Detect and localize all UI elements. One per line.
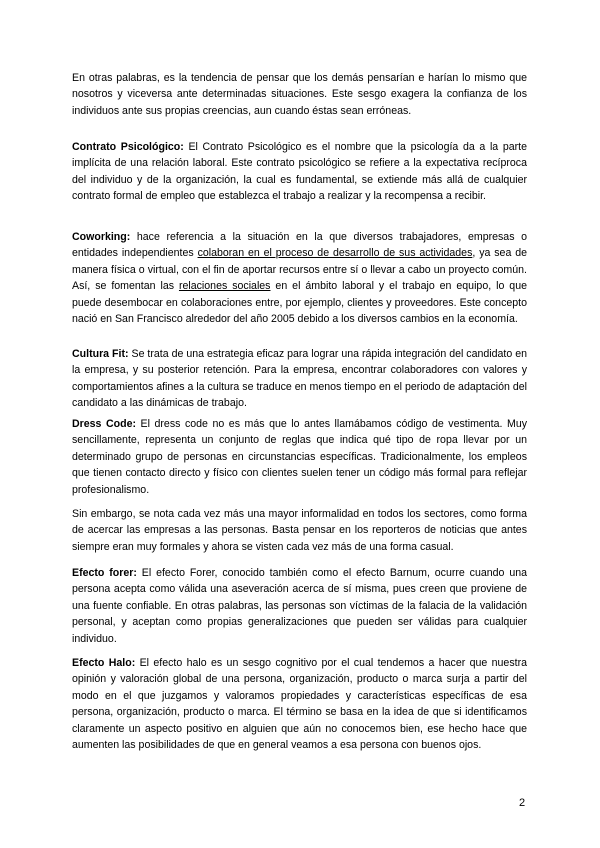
link-colaboran[interactable]: colaboran en el proceso de desarrollo de sus actividades (197, 247, 473, 260)
term-cultura-fit: Cultura Fit: (72, 348, 129, 360)
paragraph-dress-code: Dress Code: El dress code no es más que lo antes llamábamos código de vestimenta. Muy sencillamente, representa un conjunto de reglas que indica qué tipo de ropa llevar por un determinado grupo de personas en circunstancias específicas. Tradicionalmente, los empleos que tienen contacto directo y físico con clientes suelen tener un código más formal para reflejar profesionalismo. (72, 418, 528, 496)
page-number: 2 (519, 797, 526, 809)
link-relaciones-sociales[interactable]: relaciones sociales (178, 280, 271, 293)
term-dress-code: Dress Code: (72, 418, 137, 430)
paragraph-efecto-forer: Efecto forer: El efecto Forer, conocido también como el efecto Barnum, ocurre cuando una persona acepta como válida una aseveración acerca de sí misma, pues creen que proviene de una fuente confiable. En otras palabras, las personas son víctimas de la falacia de la validación personal, y aceptan como propias generalizaciones que pueden ser válidas para cualquier individuo. (72, 567, 527, 645)
paragraph-efecto-halo: Efecto Halo: El efecto halo es un sesgo cognitivo por el cual tendemos a hacer que nuestra opinión y valoración global de una persona, organización, producto o marca surja a partir del modo en el que juzgamos y valoramos propiedades y características específicas de esa persona, organización, producto o marca. El término se basa en la idea de que si identificamos claramente un aspecto positivo en alguien que aún no conocemos bien, ese hecho hace que aumenten las posibilidades de que en general veamos a esa persona con buenos ojos. (72, 657, 527, 752)
paragraph-sin-embargo: Sin embargo, se nota cada vez más una mayor informalidad en todos los sectores, como forma de acercar las empresas a las personas. Basta pensar en los reporteros de noticias que antes siempre eran muy formales y ahora se visten cada vez más de una forma casual. (72, 508, 527, 553)
term-contrato-psicologico: Contrato Psicológico: (72, 141, 184, 153)
paragraph-coworking: Coworking: hace referencia a la situación en la que diversos trabajadores, empresas o entidades independientes colaboran en el proceso de desarrollo de sus actividades, ya sea de manera física o virtual, con el fin de aportar recursos entre sí o llevar a cabo un proyecto común. Así, se fomentan las relaciones sociales en el ámbito laboral y el trabajo en equipo, lo que puede desembocar en colaboraciones entre, por ejemplo, clientes y proveedores. Este concepto nació en San Francisco alrededor del año 2005 debido a los diversos cambios en la economía. (72, 231, 527, 326)
term-coworking: Coworking: (72, 231, 131, 243)
term-efecto-forer: Efecto forer: (72, 567, 137, 579)
paragraph-contrato-psicologico: Contrato Psicológico: El Contrato Psicológico es el nombre que la psicología da a la parte implícita de una relación laboral. Este contrato psicológico se refiere a la expectativa recíproca del individuo y de la organización, la cual es fundamental, se extiende más allá de cualquier contrato formal de empleo que establezca el trabajo a realizar y la recompensa a recibir. (72, 141, 527, 203)
term-efecto-halo: Efecto Halo: (72, 657, 136, 669)
paragraph-cultura-fit: Cultura Fit: Se trata de una estrategia eficaz para lograr una rápida integración del candidato en la empresa, y su posterior retención. Para la empresa, encontrar colaboradores con valores y comportamientos afines a la cultura se traduce en menos tiempo en el periodo de adaptación del candidato a las dinámicas de trabajo. (72, 348, 528, 410)
paragraph-intro: En otras palabras, es la tendencia de pensar que los demás pensarían e harían lo mismo que nosotros y viceversa ante determinadas situaciones. Este sesgo exagera la confianza de los individuos ante sus propias creencias, aun cuando éstas sean erróneas. (72, 72, 527, 117)
